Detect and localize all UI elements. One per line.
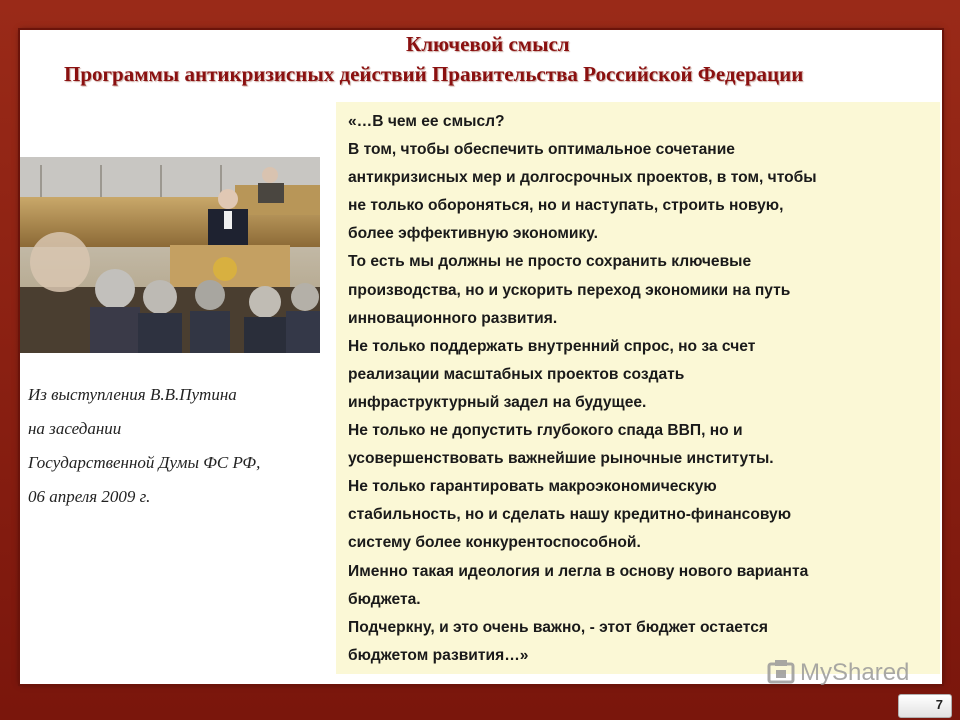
photo-illustration [20, 157, 320, 353]
quote-line: То есть мы должны не просто сохранить ключевые [348, 253, 752, 271]
quote-line: Не только гарантировать макроэкономическую [348, 478, 717, 496]
myshared-watermark [766, 656, 909, 690]
duma-session-photo [20, 157, 320, 353]
quote-line: бюджетом развития…» [348, 646, 529, 664]
caption-line: Государственной Думы ФС РФ, [28, 453, 261, 472]
quote-line: Именно такая идеология и легла в основу нового варианта [348, 562, 809, 580]
slide [20, 30, 942, 684]
quote-box [336, 102, 940, 674]
title-line-1: Ключевой смысл [406, 32, 570, 56]
quote-line: систему более конкурентоспособной. [348, 534, 641, 552]
quote-line: инновационного развития. [348, 309, 558, 327]
photo-caption [28, 378, 328, 514]
quote-line: Не только поддержать внутренний спрос, но за счет [348, 337, 756, 355]
caption-line: 06 апреля 2009 г. [28, 487, 151, 506]
quote-line: реализации масштабных проектов создать [348, 365, 685, 383]
quote-line: антикризисных мер и долгосрочных проектов, в том, чтобы [348, 169, 817, 187]
quote-line: Подчеркну, и это очень важно, - этот бюджет остается [348, 618, 768, 636]
quote-line: инфраструктурный задел на будущее. [348, 393, 647, 411]
quote-text [348, 108, 938, 670]
quote-line: стабильность, но и сделать нашу кредитно-финансовую [348, 506, 792, 524]
caption-line: на заседании [28, 419, 122, 438]
page-number-badge [898, 694, 952, 718]
quote-line: усовершенствовать важнейшие рыночные институты. [348, 450, 774, 468]
quote-line: «…В чем ее смысл? [348, 113, 505, 130]
caption-line: Из выступления В.В.Путина [28, 385, 237, 404]
quote-line: бюджета. [348, 590, 421, 608]
myshared-logo-icon [766, 658, 796, 688]
quote-line: не только обороняться, но и наступать, строить новую, [348, 197, 784, 215]
quote-line: более эффективную экономику. [348, 225, 598, 243]
quote-line: В том, чтобы обеспечить оптимальное сочетание [348, 141, 735, 159]
quote-line: Не только не допустить глубокого спада ВВП, но и [348, 422, 743, 440]
page-number: 7 [935, 697, 943, 712]
title-line-2: Программы антикризисных действий Правительства Российской Федерации [64, 62, 804, 86]
quote-line: производства, но и ускорить переход экономики на путь [348, 281, 791, 299]
watermark-text: MyShared [800, 659, 910, 686]
